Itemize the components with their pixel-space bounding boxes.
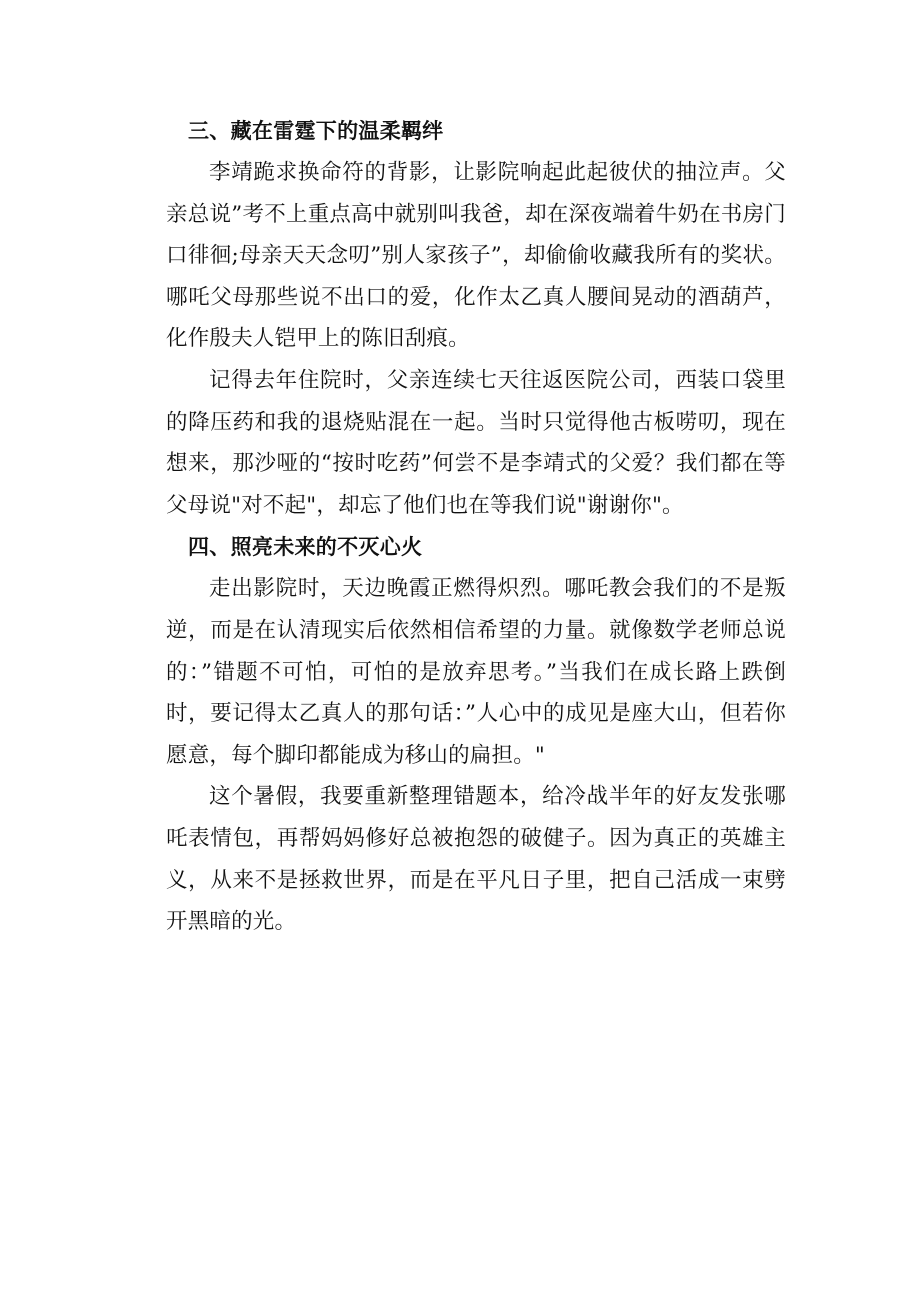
paragraph-hospital-memory: 记得去年住院时，父亲连续七天往返医院公司，西装口袋里的降压药和我的退烧贴混在一起。当时只觉得他古板唠叨，现在想来，那沙哑的“按时吃药”何尝不是李靖式的父爱？我们都在等父母说"对不起"，却忘了他们也在等我们说"谢谢你"。 [166, 367, 786, 518]
paragraph-parents-love: 李靖跪求换命符的背影，让影院响起此起彼伏的抽泣声。父亲总说”考不上重点高中就别叫我爸，却在深夜端着牛奶在书房门口徘徊;母亲天天念叨”别人家孩子”，却偷偷收藏我所有的奖状。哪吒父母那些说不出口的爱，化作太乙真人腰间晃动的酒葫芦，化作殷夫人铠甲上的陈旧刮痕。 [166, 160, 786, 352]
section-heading-3: 三、藏在雷霆下的温柔羁绊 [188, 118, 444, 143]
paragraph-leaving-cinema: 走出影院时，天边晚霞正燃得炽烈。哪吒教会我们的不是叛逆，而是在认清现实后依然相信希望的力量。就像数学老师总说的：”错题不可怕，可怕的是放弃思考。”当我们在成长路上跌倒时，要记得太乙真人的那句话：”人心中的成见是座大山，但若你愿意，每个脚印都能成为移山的扁担。" [166, 576, 786, 768]
paragraph-summer-plans: 这个暑假，我要重新整理错题本，给冷战半年的好友发张哪吒表情包，再帮妈妈修好总被抱怨的破健子。因为真正的英雄主义，从来不是拯救世界，而是在平凡日子里，把自己活成一束劈开黑暗的光。 [166, 784, 786, 935]
document-body [166, 110, 786, 943]
section-heading-4: 四、照亮未来的不灭心火 [188, 534, 423, 560]
